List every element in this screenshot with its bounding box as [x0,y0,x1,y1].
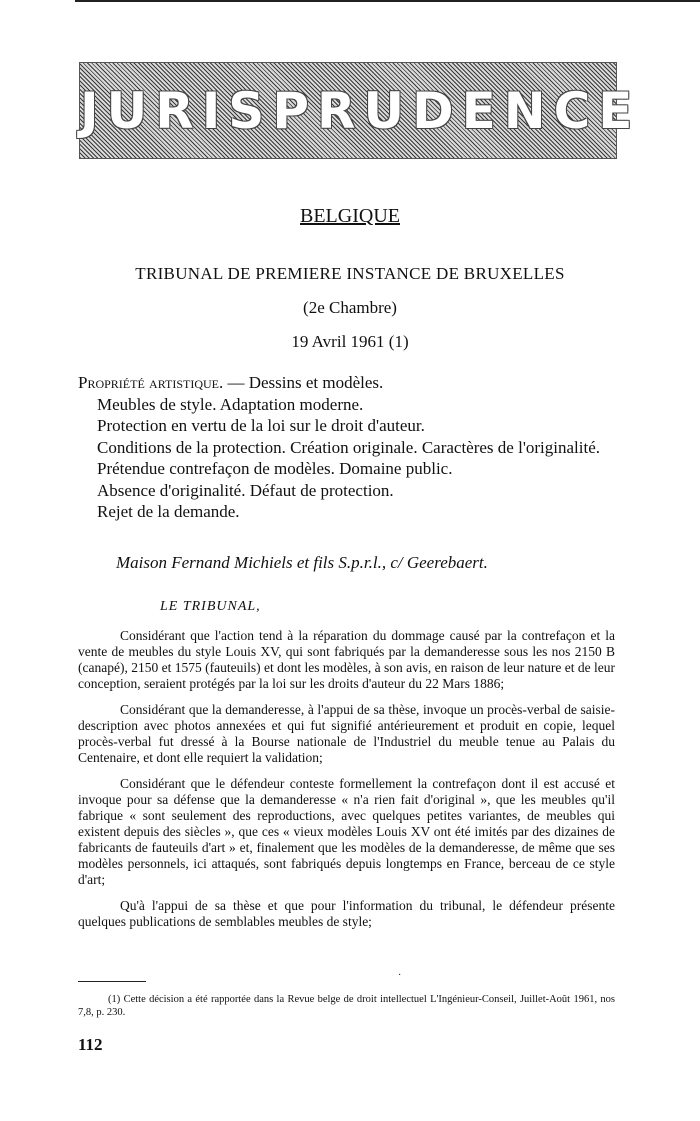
stray-mark: · [398,970,402,981]
section-banner [79,62,641,159]
keyword-line: Absence d'originalité. Défaut de protection. [97,480,394,500]
chamber-heading: (2e Chambre) [303,298,397,317]
keyword-line: Protection en vertu de la loi sur le droit d'auteur. [97,416,425,435]
keyword-line: Meubles de style. Adaptation moderne. [97,394,364,414]
top-rule [75,0,700,2]
page-number: 112 [78,1035,103,1054]
parties: Maison Fernand Michiels et fils S.p.r.l., c/ Geerebaert. [116,553,488,572]
paragraph: Considérant que l'action tend à la réparation du dommage causé par la contrefaçon et la vente de meubles du style Louis XV, qui sont fabriqués par la demanderesse sous les nos 2150 B (canapé), 2150 et 1575 (fauteuils) et dont les modèles, à son avis, en raison de leur nature et de leur conception, seraient protégés par la loi sur les droits d'auteur du 22 Mars 1886; [78,628,615,691]
court-heading: TRIBUNAL DE PREMIERE INSTANCE DE BRUXELLES [135,264,565,283]
paragraph: Considérant que le défendeur conteste formellement la contrefaçon dont il est accusé et invoque pour sa défense que la demanderesse « n'a rien fait d'original », que les meubles qu'il fabrique « sont seulement des reproductions, avec quelques petites variantes, de meubles qui existent depuis des siècles », que ces « vieux modèles Louis XV ont été imités par des dizaines de fabricants de fauteuils d'art » et, finalement que les modèles de la demanderesse, de même que ses modèles personnels, ici attaqués, sont fabriqués depuis longtemps en France, berceau de ce style d'art; [78,776,615,887]
tribunal-heading: LE TRIBUNAL, [160,599,261,614]
paragraph: Considérant que la demanderesse, à l'appui de sa thèse, invoque un procès-verbal de saisie-description avec photos annexées et qui fut signifié antérieurement et produit en copie, lequel procès-verbal fut dressé à la Bourse nationale de l'Industriel du meuble tenue au Palais du Centenaire, et dont elle requiert la validation; [78,702,615,765]
keyword-lead-rest: — Dessins et modèles. [223,373,384,392]
paragraph: Qu'à l'appui de sa thèse et que pour l'information du tribunal, le défendeur présente quelques publications de semblables meubles de style; [78,898,615,929]
footnote: (1) Cette décision a été rapportée dans la Revue belge de droit intellectuel L'Ingénieur-Conseil, Juillet-Août 1961, nos 7,8, p. 230. [78,994,615,1018]
footnote-rule [78,981,146,982]
country-heading: BELGIQUE [300,205,400,227]
keyword-line: Prétendue contrefaçon de modèles. Domaine public. [97,459,453,478]
keyword-lead-smallcaps: Propriété artistique. [78,373,224,392]
keyword-line: Rejet de la demande. [97,502,240,521]
keywords-block [78,372,618,523]
section-title: JURISPRUDENCE [80,82,641,140]
keyword-line: Conditions de la protection. Création originale. Caractères de l'originalité. [97,437,600,457]
decision-date: 19 Avril 1961 (1) [291,332,409,351]
keyword-lead [78,372,618,394]
judgment-body [78,628,615,940]
